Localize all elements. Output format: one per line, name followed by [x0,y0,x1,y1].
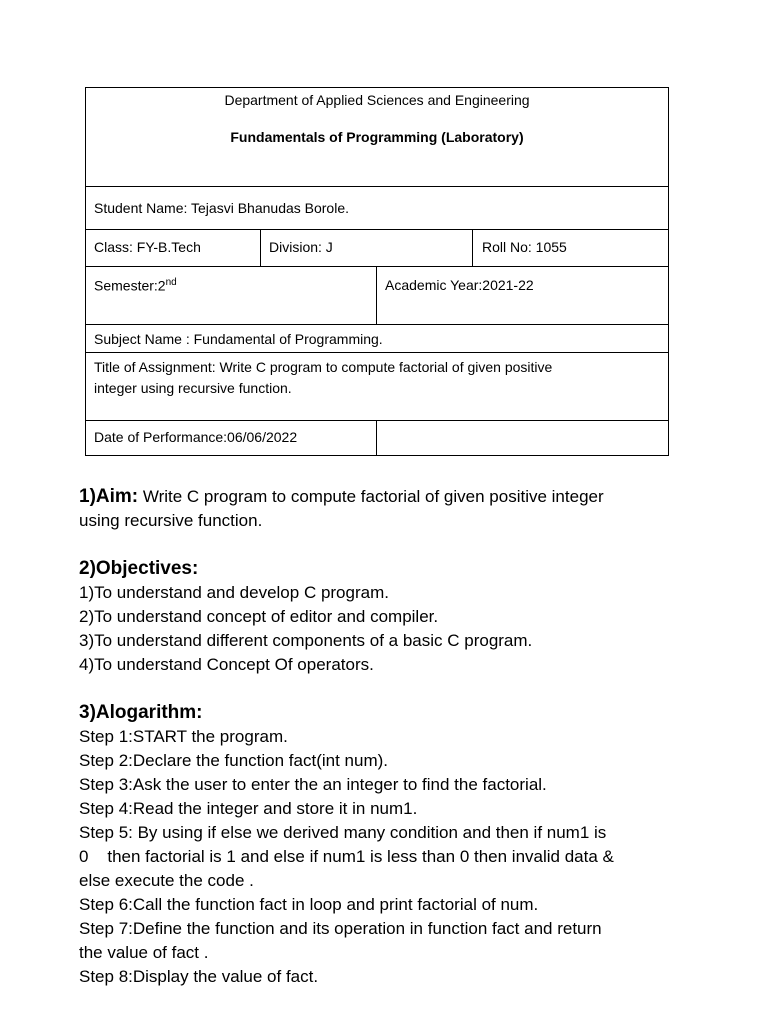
student-name: Student Name: Tejasvi Bhanudas Borole. [94,200,350,216]
academic-year-value: Academic Year:2021-22 [385,277,534,293]
objective-item: 2)To understand concept of editor and compiler. [79,607,439,626]
algorithm-step: Step 7:Define the function and its operation in function fact and return [79,919,602,938]
semester-row [86,267,668,325]
class-row [86,230,668,267]
division-value: Division: J [269,239,333,255]
student-name-row [86,187,668,230]
date-cell [86,421,377,455]
semester-cell [86,267,377,324]
objectives-section [79,557,689,677]
header-title-row [86,88,668,187]
assignment-title-line1: Title of Assignment: Write C program to compute factorial of given positive [94,359,553,375]
algorithm-step: Step 2:Declare the function fact(int num). [79,751,388,770]
date-row [86,421,668,455]
aim-text-line1: Write C program to compute factorial of given positive integer [138,487,604,506]
algorithm-step: Step 4:Read the integer and store it in num1. [79,799,418,818]
assignment-title-row [86,353,668,421]
class-cell [86,230,261,266]
algorithm-step: else execute the code . [79,871,254,890]
objective-item: 1)To understand and develop C program. [79,583,389,602]
objective-item: 3)To understand different components of a basic C program. [79,631,533,650]
academic-year-cell [377,267,670,324]
algorithm-step: Step 8:Display the value of fact. [79,967,319,986]
department-name: Department of Applied Sciences and Engineering [224,92,530,108]
aim-section [79,485,689,533]
division-cell [261,230,473,266]
algorithm-step: Step 6:Call the function fact in loop and print factorial of num. [79,895,539,914]
algorithm-step: Step 1:START the program. [79,727,288,746]
empty-cell [377,421,670,455]
semester-value [94,277,177,294]
date-of-performance: Date of Performance:06/06/2022 [94,429,298,445]
objectives-heading: 2)Objectives: [79,558,199,579]
subject-name: Subject Name : Fundamental of Programming. [94,331,383,347]
roll-no-value: Roll No: 1055 [482,239,567,255]
header-table [85,87,669,456]
aim-text-line2: using recursive function. [79,511,263,530]
semester-label: Semester:2 [94,277,166,294]
algorithm-heading: 3)Alogarithm: [79,702,203,723]
algorithm-step: the value of fact . [79,943,209,962]
assignment-title-line2: integer using recursive function. [94,380,292,396]
algorithm-section [79,701,689,989]
semester-superscript: nd [165,277,177,288]
algorithm-step: Step 5: By using if else we derived many condition and then if num1 is [79,823,607,842]
class-value: Class: FY-B.Tech [94,239,201,255]
algorithm-step: 0 then factorial is 1 and else if num1 is less than 0 then invalid data & [79,847,614,866]
algorithm-step: Step 3:Ask the user to enter the an integer to find the factorial. [79,775,547,794]
course-title: Fundamentals of Programming (Laboratory) [230,129,524,145]
aim-heading: 1)Aim: [79,486,139,507]
subject-row [86,325,668,353]
roll-no-cell [473,230,670,266]
objective-item: 4)To understand Concept Of operators. [79,655,374,674]
